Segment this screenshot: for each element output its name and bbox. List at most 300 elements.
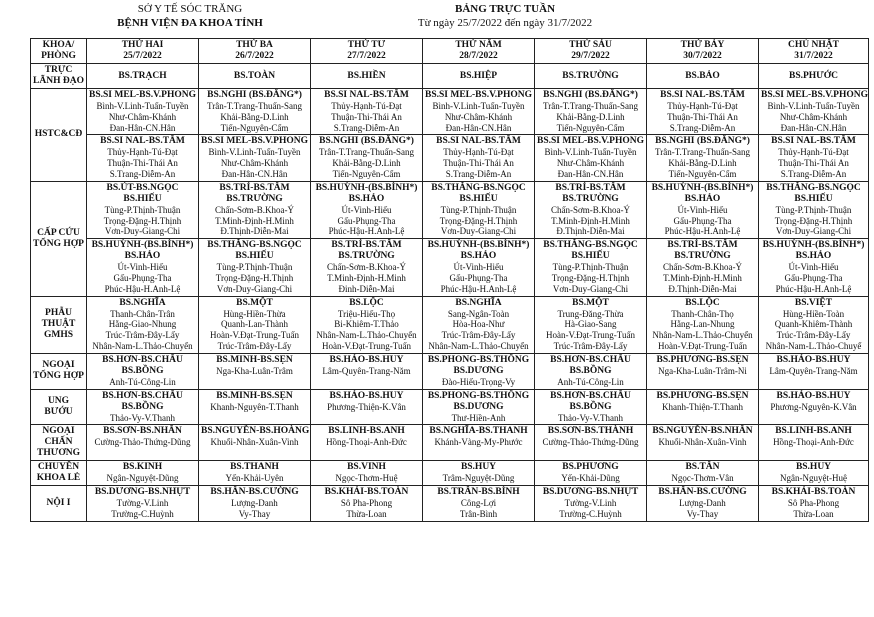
doctor-name: BS.PHƯƠNG-BS.SẸN bbox=[656, 354, 749, 365]
dept-cell bbox=[31, 389, 87, 425]
duty-cell bbox=[199, 64, 311, 89]
staff-names: Thủy-Hạnh-Tú-Đạt bbox=[443, 147, 514, 158]
doctor-name: BS.LỘC bbox=[685, 297, 720, 308]
doctor-name: BS.SƠN-BS.NHÂN bbox=[103, 426, 182, 437]
doctor-name: BS.TRÍ-BS.TÂM bbox=[219, 182, 290, 193]
staff-names: Vơn-Duy-Giang-Chi bbox=[552, 283, 629, 294]
duty-cell bbox=[535, 461, 647, 486]
doctor-name: BS.HÂN-BS.CƯỜNG bbox=[210, 487, 299, 498]
doctor-name: BS.THẮNG-BS.NGỌC bbox=[543, 240, 638, 251]
dept-name: UNG BƯỚU bbox=[44, 395, 73, 417]
day-header: THỨ TƯ 27/7/2022 bbox=[311, 39, 423, 64]
duty-cell bbox=[199, 181, 311, 238]
staff-names: Cường-Thảo-Thứng-Dũng bbox=[94, 437, 191, 448]
duty-cell bbox=[87, 353, 199, 389]
staff-names: Phương-Thiện-K.Vân bbox=[327, 401, 406, 412]
doctor-name: BS.NGHI (BS.ĐĂNG*) bbox=[543, 90, 638, 100]
staff-names: Đ.Thịnh-Diễn-Mai bbox=[220, 226, 289, 237]
doctor-name: BS.TRẠCH bbox=[118, 70, 167, 81]
doctor-name: BS.HẢO-BS.HUY bbox=[776, 354, 851, 365]
dept-name: TỔNG HỢP bbox=[33, 371, 84, 382]
duty-cell bbox=[759, 239, 869, 296]
staff-names: Tường-V.Linh bbox=[116, 498, 169, 509]
staff-names: T.Minh-Định-H.Minh bbox=[327, 272, 406, 283]
duty-cell bbox=[199, 389, 311, 425]
staff-names: Trọng-Đặng-H.Thịnh bbox=[551, 272, 630, 283]
staff-names: Trọng-Đặng-H.Thịnh bbox=[215, 272, 294, 283]
staff-names: Vơn-Duy-Giang-Chi bbox=[104, 226, 181, 237]
staff-names: Thảo-Vy-V.Thanh bbox=[109, 412, 176, 423]
staff-names: Yến-Khải-Dũng bbox=[561, 473, 620, 484]
staff-names: Tiến-Nguyên-Cẩm bbox=[668, 168, 737, 179]
staff-names: Lượng-Danh bbox=[231, 498, 278, 509]
doctor-name: BS.THẮNG-BS.NGỌC bbox=[207, 240, 302, 251]
doctor-name: BS.HẢO-BS.HUY bbox=[329, 390, 404, 401]
staff-names: Sô Pha-Phong bbox=[787, 498, 840, 509]
dept-name: CHẤN bbox=[44, 437, 73, 448]
duty-cell bbox=[311, 64, 423, 89]
staff-names: Hoàn-V.Đạt-Trung-Tuấn bbox=[210, 330, 299, 341]
staff-names: Anh-Tú-Công-Lin bbox=[109, 376, 176, 387]
roster-row bbox=[31, 181, 869, 238]
staff-names: Út-Vinh-Hiếu bbox=[788, 262, 839, 273]
duty-cell bbox=[423, 486, 535, 522]
department-of-health: SỞ Y TẾ SÓC TRĂNG bbox=[137, 3, 243, 15]
duty-cell bbox=[423, 389, 535, 425]
doctor-name: BS.HIỀN bbox=[347, 70, 386, 81]
doctor-name: BS.SI MEL-BS.V.PHONG bbox=[761, 90, 868, 100]
duty-cell bbox=[423, 89, 535, 135]
duty-cell bbox=[87, 461, 199, 486]
staff-names: Trúc-Trâm-Đây-Lấy bbox=[553, 340, 628, 351]
staff-names: Chấn-Sơm-B.Khoa-Ý bbox=[214, 204, 294, 215]
hospital-name: BỆNH VIỆN ĐA KHOA TỈNH bbox=[117, 17, 263, 29]
duty-cell bbox=[647, 486, 759, 522]
duty-cell bbox=[647, 461, 759, 486]
staff-names: Phúc-Hậu-H.Anh-Lệ bbox=[440, 283, 517, 294]
staff-names: Tùng-P.Thịnh-Thuận bbox=[440, 204, 517, 215]
staff-names: Nga-Kha-Luân-Trâm bbox=[216, 365, 293, 376]
dept-name: GMHS bbox=[43, 330, 74, 341]
doctor-name: BS.SI MEL-BS.V.PHONG bbox=[89, 90, 196, 100]
staff-names: Hùng-Hiền-Thừa bbox=[223, 308, 286, 319]
duty-roster-table bbox=[30, 38, 869, 522]
duty-cell bbox=[423, 353, 535, 389]
staff-names: Thủy-Hạnh-Tú-Đạt bbox=[778, 147, 849, 158]
doctor-name: BS.BỒNG bbox=[121, 401, 164, 412]
staff-names: Anh-Tú-Công-Lin bbox=[557, 376, 624, 387]
duty-cell bbox=[87, 89, 199, 135]
duty-cell bbox=[199, 135, 311, 181]
staff-names: Trung-Đăng-Thừa bbox=[557, 308, 624, 319]
doctor-name: BS.HIỆP bbox=[459, 70, 498, 81]
roster-row bbox=[31, 389, 869, 425]
staff-names: S.Trang-Diễm-An bbox=[109, 168, 176, 179]
staff-names: Hoàn-V.Đạt-Trung-Tuấn bbox=[546, 330, 635, 341]
staff-names: Vơn-Duy-Giang-Chi bbox=[775, 226, 852, 237]
doctor-name: BS.BỒNG bbox=[569, 401, 612, 412]
staff-names: Ngân-Nguyệt-Huệ bbox=[780, 473, 847, 484]
doctor-name: BS.SƠN-BS.THÀNH bbox=[547, 426, 634, 437]
day-header: THỨ BẢY 30/7/2022 bbox=[647, 39, 759, 64]
doctor-name: BS.TOÀN bbox=[233, 70, 276, 81]
staff-names: Khánh-Vàng-My-Phước bbox=[434, 437, 523, 448]
duty-cell bbox=[759, 181, 869, 238]
duty-cell bbox=[535, 353, 647, 389]
staff-names: Út-Vinh-Hiếu bbox=[453, 262, 504, 273]
staff-names: Hồng-Thoại-Anh-Đức bbox=[326, 437, 407, 448]
dept-name: NGOẠI bbox=[42, 360, 75, 371]
duty-cell bbox=[535, 135, 647, 181]
duty-cell bbox=[311, 353, 423, 389]
duty-cell bbox=[87, 64, 199, 89]
doctor-name: BS.MINH-BS.SẸN bbox=[216, 390, 293, 401]
document-title: BẢNG TRỰC TUẦN bbox=[454, 3, 556, 15]
staff-names: Đan-Hân-CN.Hân bbox=[780, 122, 847, 133]
roster-row bbox=[31, 135, 869, 181]
header-row bbox=[31, 39, 869, 64]
staff-names: Trúc-Trâm-Đây-Lấy bbox=[441, 330, 516, 341]
staff-names: Trường-C.Huỳnh bbox=[111, 509, 174, 520]
staff-names: T.Minh-Định-H.Minh bbox=[551, 215, 630, 226]
staff-names: Chấn-Sơm-B.Khoa-Ý bbox=[326, 262, 406, 273]
staff-names: Hoàn-V.Đạt-Trung-Tuấn bbox=[322, 340, 411, 351]
doctor-name: BS.MỘT bbox=[572, 297, 609, 308]
dept-name: HSTC&CĐ bbox=[34, 129, 83, 140]
day-header: THỨ SÁU 29/7/2022 bbox=[535, 39, 647, 64]
doctor-name: BS.TRÍ-BS.TÂM bbox=[667, 240, 738, 251]
duty-cell bbox=[87, 425, 199, 461]
duty-cell bbox=[87, 239, 199, 296]
staff-names: S.Trang-Diễm-An bbox=[669, 122, 736, 133]
staff-names: Gấu-Phụng-Tha bbox=[113, 272, 172, 283]
duty-cell bbox=[199, 296, 311, 353]
staff-names: Trúc-Trâm-Đây-Lấy bbox=[105, 330, 180, 341]
duty-cell bbox=[759, 89, 869, 135]
dept-name: CHUYÊN bbox=[37, 462, 80, 473]
duty-cell bbox=[535, 64, 647, 89]
staff-names: Thuận-Thi-Thái An bbox=[778, 158, 849, 169]
dept-name: TỔNG HỢP bbox=[33, 238, 84, 249]
doctor-name: BS.HUY bbox=[795, 462, 832, 473]
doctor-name: BS.LỘC bbox=[349, 297, 384, 308]
staff-names: Lượng-Danh bbox=[679, 498, 726, 509]
doctor-name: BS.TRƯỜNG bbox=[562, 193, 619, 204]
staff-names: Vơn-Duy-Giang-Chi bbox=[440, 226, 517, 237]
duty-cell bbox=[759, 389, 869, 425]
doctor-name: BS.PHONG-BS.THÔNG bbox=[427, 354, 530, 365]
roster-row bbox=[31, 89, 869, 135]
doctor-name: BS.HẢO bbox=[795, 251, 832, 262]
doctor-name: BS.NGHĨA bbox=[119, 297, 166, 308]
staff-names: Trường-C.Huỳnh bbox=[559, 509, 622, 520]
doctor-name: BS.BỒNG bbox=[569, 365, 612, 376]
dept-cell bbox=[31, 353, 87, 389]
day-header: CHỦ NHẬT 31/7/2022 bbox=[759, 39, 869, 64]
doctor-name: BS.NGHI (BS.ĐĂNG*) bbox=[319, 136, 414, 147]
staff-names: Bình-V.Linh-Tuấn-Tuyền bbox=[96, 101, 189, 111]
staff-names: Thủy-Hạnh-Tú-Đạt bbox=[107, 147, 178, 158]
duty-cell bbox=[759, 425, 869, 461]
doctor-name: BS.TRƯỜNG bbox=[338, 251, 395, 262]
staff-names: Bình-V.Linh-Tuấn-Tuyền bbox=[208, 147, 301, 158]
doctor-name: BS.KHẢI-BS.TOÀN bbox=[324, 487, 409, 498]
roster-row bbox=[31, 296, 869, 353]
doctor-name: BS.NGHI (BS.ĐĂNG*) bbox=[655, 136, 750, 147]
roster-row bbox=[31, 486, 869, 522]
doctor-name: BS.HẢO bbox=[348, 193, 385, 204]
doctor-name: BS.SI MEL-BS.V.PHONG bbox=[537, 136, 644, 147]
dept-cell bbox=[31, 181, 87, 296]
duty-cell bbox=[423, 181, 535, 238]
staff-names: Thủy-Hạnh-Tú-Đạt bbox=[331, 101, 402, 111]
staff-names: Tiến-Nguyên-Cẩm bbox=[220, 122, 289, 133]
dept-name: NỘI I bbox=[46, 498, 71, 509]
staff-names: Yến-Khải-Uyên bbox=[225, 473, 284, 484]
duty-cell bbox=[759, 135, 869, 181]
duty-cell bbox=[423, 296, 535, 353]
staff-names: Gấu-Phụng-Tha bbox=[337, 215, 396, 226]
staff-names: Phúc-Hậu-H.Anh-Lệ bbox=[328, 226, 405, 237]
dept-cell bbox=[31, 296, 87, 353]
doctor-name: BS.HUỲNH-(BS.BÌNH*) bbox=[91, 240, 194, 251]
doctor-name: BS.PHƯƠNG bbox=[562, 462, 619, 473]
staff-names: Thuận-Thi-Thái An bbox=[331, 111, 402, 122]
staff-names: Phúc-Hậu-H.Anh-Lệ bbox=[104, 283, 181, 294]
duty-cell bbox=[423, 425, 535, 461]
doctor-name: BS.SI NAL-BS.TÂM bbox=[100, 136, 185, 147]
staff-names: Hằng-Giao-Nhung bbox=[108, 319, 177, 330]
doctor-name: BS.HIẾU bbox=[571, 251, 610, 262]
doctor-name: BS.HẢO-BS.HUY bbox=[329, 354, 404, 365]
doctor-name: BS.KHẢI-BS.TOÀN bbox=[771, 487, 856, 498]
staff-names: Tùng-P.Thịnh-Thuận bbox=[552, 262, 629, 273]
dept-name: THƯƠNG bbox=[37, 448, 80, 459]
staff-names: Bi-Khiêm-T.Thảo bbox=[334, 319, 399, 330]
doctor-name: BS.BỒNG bbox=[121, 365, 164, 376]
doctor-name: BS.HƠN-BS.CHÂU bbox=[102, 390, 183, 401]
staff-names: Đan-Hân-CN.Hân bbox=[109, 122, 176, 133]
staff-names: Trân-T.Trang-Thuấn-Sang bbox=[207, 101, 302, 111]
dept-cell bbox=[31, 64, 87, 89]
staff-names: Triệu-Hiếu-Thọ bbox=[337, 308, 396, 319]
dept-cell bbox=[31, 461, 87, 486]
doctor-name: BS.NGHĨA bbox=[455, 297, 502, 308]
staff-names: Khanh-Thiện-T.Thanh bbox=[661, 401, 744, 412]
staff-names: Cường-Thảo-Thứng-Dũng bbox=[542, 437, 639, 448]
staff-names: Bình-V.Linh-Tuấn-Tuyền bbox=[432, 101, 525, 111]
staff-names: Thừa-Loan bbox=[346, 509, 387, 520]
staff-names: Thuận-Thi-Thái An bbox=[667, 111, 738, 122]
doctor-name: BS.HẢO bbox=[460, 251, 497, 262]
staff-names: Khuổi-Nhân-Xuân-Vinh bbox=[210, 437, 299, 448]
staff-names: Như-Châm-Khánh bbox=[779, 111, 848, 122]
duty-cell bbox=[423, 461, 535, 486]
day-header: THỨ NĂM 28/7/2022 bbox=[423, 39, 535, 64]
staff-names: Út-Vinh-Hiếu bbox=[117, 262, 168, 273]
staff-names: Hà-Giao-Sang bbox=[564, 319, 617, 330]
staff-names: Nhân-Nam-L.Thảo-Chuyể bbox=[765, 340, 862, 351]
doctor-name: BS.PHONG-BS.THÔNG bbox=[427, 390, 530, 401]
staff-names: Tùng-P.Thịnh-Thuận bbox=[216, 262, 293, 273]
duty-cell bbox=[759, 296, 869, 353]
doctor-name: BS.TRÍ-BS.TÂM bbox=[331, 240, 402, 251]
duty-cell bbox=[647, 389, 759, 425]
duty-cell bbox=[87, 389, 199, 425]
doctor-name: BS.BẢO bbox=[685, 70, 720, 81]
dept-cell bbox=[31, 425, 87, 461]
duty-cell bbox=[759, 486, 869, 522]
roster-row bbox=[31, 425, 869, 461]
duty-cell bbox=[535, 486, 647, 522]
staff-names: Đan-Hân-CN.Hân bbox=[445, 122, 512, 133]
staff-names: Nhân-Nam-L.Thảo-Chuyển bbox=[316, 330, 417, 341]
roster-row bbox=[31, 64, 869, 89]
staff-names: Nhân-Nam-L.Thảo-Chuyển bbox=[92, 340, 193, 351]
staff-names: Ngân-Nguyệt-Dũng bbox=[106, 473, 179, 484]
duty-cell bbox=[535, 296, 647, 353]
staff-names: Thanh-Chân-Trân bbox=[110, 308, 175, 319]
roster-row bbox=[31, 461, 869, 486]
staff-names: Trân-T.Trang-Thuấn-Sang bbox=[543, 101, 638, 111]
staff-names: Hoàn-V.Đạt-Trung-Tuấn bbox=[658, 340, 747, 351]
staff-names: Khanh-Nguyên-T.Thanh bbox=[210, 401, 299, 412]
dept-name: CẤP CỨU bbox=[37, 227, 80, 238]
doctor-name: BS.HUỲNH-(BS.BÌNH*) bbox=[762, 240, 865, 251]
doctor-name: BS.HUY bbox=[460, 462, 497, 473]
duty-cell bbox=[199, 461, 311, 486]
doctor-name: BS.HƠN-BS.CHÂU bbox=[102, 354, 183, 365]
staff-names: Ngọc-Thơm-Huệ bbox=[335, 473, 398, 484]
dept-column-header: KHOA/ PHÒNG bbox=[31, 39, 87, 64]
duty-cell bbox=[647, 89, 759, 135]
staff-names: Thừa-Loan bbox=[793, 509, 834, 520]
staff-names: Trọng-Đặng-H.Thịnh bbox=[103, 215, 182, 226]
dept-name: THUẬT bbox=[41, 319, 76, 330]
duty-cell bbox=[311, 181, 423, 238]
duty-cell bbox=[535, 181, 647, 238]
staff-names: Tùng-P.Thịnh-Thuận bbox=[104, 204, 181, 215]
doctor-name: BS.THẮNG-BS.NGỌC bbox=[766, 182, 861, 193]
staff-names: Nga-Kha-Luân-Trâm-Ni bbox=[658, 365, 747, 376]
doctor-name: BS.SI NAL-BS.TÂM bbox=[660, 90, 745, 100]
duty-cell bbox=[199, 486, 311, 522]
doctor-name: BS.SI MEL-BS.V.PHONG bbox=[425, 90, 532, 100]
staff-names: Khải-Bằng-D.Linh bbox=[668, 158, 737, 169]
duty-cell bbox=[311, 425, 423, 461]
staff-names: Nhân-Nam-L.Thảo-Chuyển bbox=[652, 330, 753, 341]
doctor-name: BS.NGHĨA-BS.THANH bbox=[429, 426, 528, 437]
doctor-name: BS.HẢO-BS.HUY bbox=[776, 390, 851, 401]
staff-names: Trân-T.Trang-Thuấn-Sang bbox=[319, 147, 414, 158]
doctor-name: BS.TÂN bbox=[685, 462, 720, 473]
staff-names: Phương-Nguyên-K.Vân bbox=[770, 401, 857, 412]
doctor-name: BS.DƯƠNG bbox=[453, 365, 504, 376]
staff-names: Gấu-Phụng-Tha bbox=[784, 272, 843, 283]
staff-names: Gấu-Phụng-Tha bbox=[673, 215, 732, 226]
doctor-name: BS.MINH-BS.SẸN bbox=[216, 354, 293, 365]
staff-names: Tiến-Nguyên-Cẩm bbox=[332, 168, 401, 179]
doctor-name: BS.PHƯƠNG-BS.SẸN bbox=[656, 390, 749, 401]
doctor-name: BS.THANH bbox=[230, 462, 279, 473]
doctor-name: BS.TRÂN-BS.BÌNH bbox=[437, 487, 520, 498]
day-header: THỨ BA 26/7/2022 bbox=[199, 39, 311, 64]
doctor-name: BS.SI NAL-BS.TÂM bbox=[771, 136, 856, 147]
staff-names: S.Trang-Diễm-An bbox=[780, 168, 847, 179]
dept-cell bbox=[31, 89, 87, 182]
staff-names: Chấn-Sơm-B.Khoa-Ý bbox=[550, 204, 630, 215]
doctor-name: BS.HUỲNH-(BS.BÌNH*) bbox=[427, 240, 530, 251]
dept-cell bbox=[31, 486, 87, 522]
duty-cell bbox=[647, 425, 759, 461]
staff-names: Trâm-Nguyệt-Dũng bbox=[442, 473, 515, 484]
staff-names: Lâm-Quyên-Trang-Năm bbox=[769, 365, 858, 376]
staff-names: Như-Châm-Khánh bbox=[220, 158, 289, 169]
duty-cell bbox=[647, 353, 759, 389]
duty-cell bbox=[311, 89, 423, 135]
duty-cell bbox=[87, 135, 199, 181]
doctor-name: BS.KINH bbox=[122, 462, 163, 473]
duty-cell bbox=[199, 239, 311, 296]
staff-names: Thanh-Chân-Thọ bbox=[671, 308, 734, 319]
staff-names: Trọng-Đặng-H.Thịnh bbox=[439, 215, 518, 226]
doctor-name: BS.MỘT bbox=[236, 297, 273, 308]
duty-cell bbox=[647, 181, 759, 238]
dept-name: LÃNH ĐẠO bbox=[33, 76, 84, 86]
staff-names: T.Minh-Định-H.Minh bbox=[663, 272, 742, 283]
staff-names: Thủy-Hạnh-Tú-Đạt bbox=[667, 101, 738, 111]
dept-name: PHẪU bbox=[45, 308, 72, 319]
doctor-name: BS.SI NAL-BS.TÂM bbox=[324, 90, 409, 100]
doctor-name: BS.VIỆT bbox=[794, 297, 833, 308]
doctor-name: BS.HIẾU bbox=[459, 193, 498, 204]
duty-cell bbox=[199, 89, 311, 135]
staff-names: Phúc-Hậu-H.Anh-Lệ bbox=[775, 283, 852, 294]
duty-cell bbox=[647, 239, 759, 296]
doctor-name: BS.LINH-BS.ANH bbox=[775, 426, 852, 437]
staff-names: Nhân-Nam-L.Thảo-Chuyển bbox=[428, 340, 529, 351]
duty-cell bbox=[759, 461, 869, 486]
staff-names: S.Trang-Diễm-An bbox=[333, 122, 400, 133]
doctor-name: BS.NGUYỄN-BS.NHÂN bbox=[652, 426, 753, 437]
doctor-name: BS.NGUYỄN-BS.HOÀNG bbox=[201, 426, 310, 437]
staff-names: Trân-Bình bbox=[459, 509, 498, 520]
doctor-name: BS.THẮNG-BS.NGỌC bbox=[431, 182, 526, 193]
staff-names: Phúc-Hậu-H.Anh-Lệ bbox=[664, 226, 741, 237]
staff-names: Khải-Bằng-D.Linh bbox=[220, 111, 289, 122]
duty-cell bbox=[311, 461, 423, 486]
staff-names: Lâm-Quyên-Trang-Năm bbox=[322, 365, 411, 376]
doctor-name: BS.HƠN-BS.CHÂU bbox=[550, 354, 631, 365]
duty-cell bbox=[423, 64, 535, 89]
staff-names: Hồng-Thoại-Anh-Đức bbox=[773, 437, 854, 448]
duty-cell bbox=[535, 89, 647, 135]
staff-names: Trúc-Trâm-Đây-Lấy bbox=[776, 330, 851, 341]
roster-row bbox=[31, 353, 869, 389]
doctor-name: BS.HẢO bbox=[124, 251, 161, 262]
doctor-name: BS.TRƯỜNG bbox=[674, 251, 731, 262]
staff-names: Tường-V.Linh bbox=[564, 498, 617, 509]
dept-name: KHOA LẺ bbox=[36, 473, 81, 484]
doctor-name: BS.NGHI (BS.ĐĂNG*) bbox=[207, 90, 302, 100]
duty-cell bbox=[535, 425, 647, 461]
duty-cell bbox=[311, 486, 423, 522]
roster-body bbox=[31, 64, 869, 522]
duty-cell bbox=[647, 64, 759, 89]
duty-cell bbox=[647, 296, 759, 353]
staff-names: Gấu-Phụng-Tha bbox=[449, 272, 508, 283]
staff-names: Tiến-Nguyên-Cẩm bbox=[556, 122, 625, 133]
